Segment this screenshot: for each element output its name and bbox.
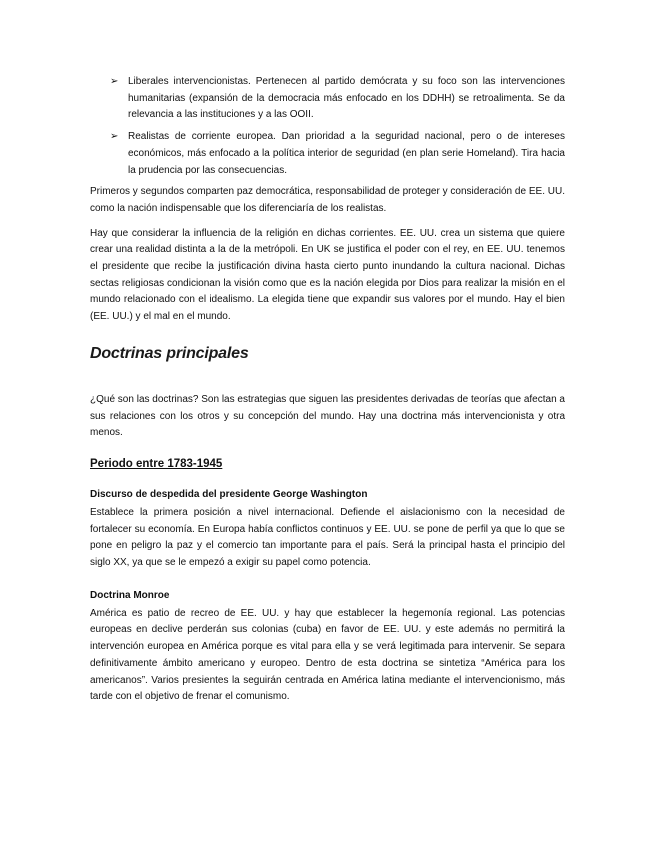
subsection-paragraph: Establece la primera posición a nivel internacional. Defiende el aislacionismo con la necesidad de fortalecer su economía. En Europa había conflictos continuos y EE. UU. se pone de perfil ya que lo que se pone en peligro la paz y el comercio tan importante para el país. Será la principal hasta el principio del siglo XX, ya que se le empezó a exigir su papel como potencia. [90, 506, 565, 569]
section-intro-paragraph: ¿Qué son las doctrinas? Son las estrategias que siguen las presidentes derivadas de teorías que afectan a sus relaciones con los otros y su concepción del mundo. Hay una doctrina más intervencionista y otra menos. [90, 393, 565, 439]
bullet-text: Liberales intervencionistas. Pertenecen al partido demócrata y su foco son las intervenciones humanitarias (expansión de la democracia más enfocado en los DDHH) se retroalimenta. Se da relevancia a las instituciones y a las OOII. [128, 76, 565, 121]
section-heading: Doctrinas principales [90, 344, 249, 362]
subsection-paragraph: América es patio de recreo de EE. UU. y hay que establecer la hegemonía regional. Las potencias europeas en declive perderán sus colonias (cuba) en favor de EE. UU. y este además no permitirá la intervención europea en América porque es vital para ella y se verá legitimada para intervenir. Se separa definitivamente ámbito americano y europeo. Dentro de esta doctrina se sintetiza “América para los americanos”. Varios presientes la seguirán centrada en América latina mediante el intervencionismo, más tarde con el objetivo de frenar el comunismo. [90, 607, 565, 703]
bullet-item-liberales [90, 74, 565, 124]
bullet-text: Realistas de corriente europea. Dan prioridad a la seguridad nacional, pero o de intereses económicos, más enfocado a la política interior de seguridad (en plan serie Homeland). Tira hacia la prudencia por las consecuencias. [128, 131, 565, 176]
arrow-bullet-icon: ➢ [110, 131, 119, 143]
bullet-item-realistas [90, 129, 565, 179]
body-paragraph: Primeros y segundos comparten paz democrática, responsabilidad de proteger y consideración de EE. UU. como la nación indispensable que los diferenciaría de los realistas. [90, 186, 565, 214]
body-paragraph: Hay que considerar la influencia de la religión en dichas corrientes. EE. UU. crea un sistema que quiere crear una realidad distinta a la de la metrópoli. En UK se justifica el poder con el rey, en EE. UU. tenemos el presidente que recibe la justificación divina hasta cierto punto inundando la cultura nacional. Dichas sectas religiosas condicionan la visión como que es la nación elegida por Dios para realizar la misión en el mundo relacionado con el idealismo. La elegida tiene que expandir sus valores por el mundo. Hay el bien (EE. UU.) y el mal en el mundo. [90, 227, 565, 323]
subsection-heading: Discurso de despedida del presidente George Washington [90, 488, 368, 500]
arrow-bullet-icon: ➢ [110, 76, 119, 87]
subsection-heading: Doctrina Monroe [90, 589, 170, 601]
period-heading: Periodo entre 1783-1945 [90, 457, 223, 470]
